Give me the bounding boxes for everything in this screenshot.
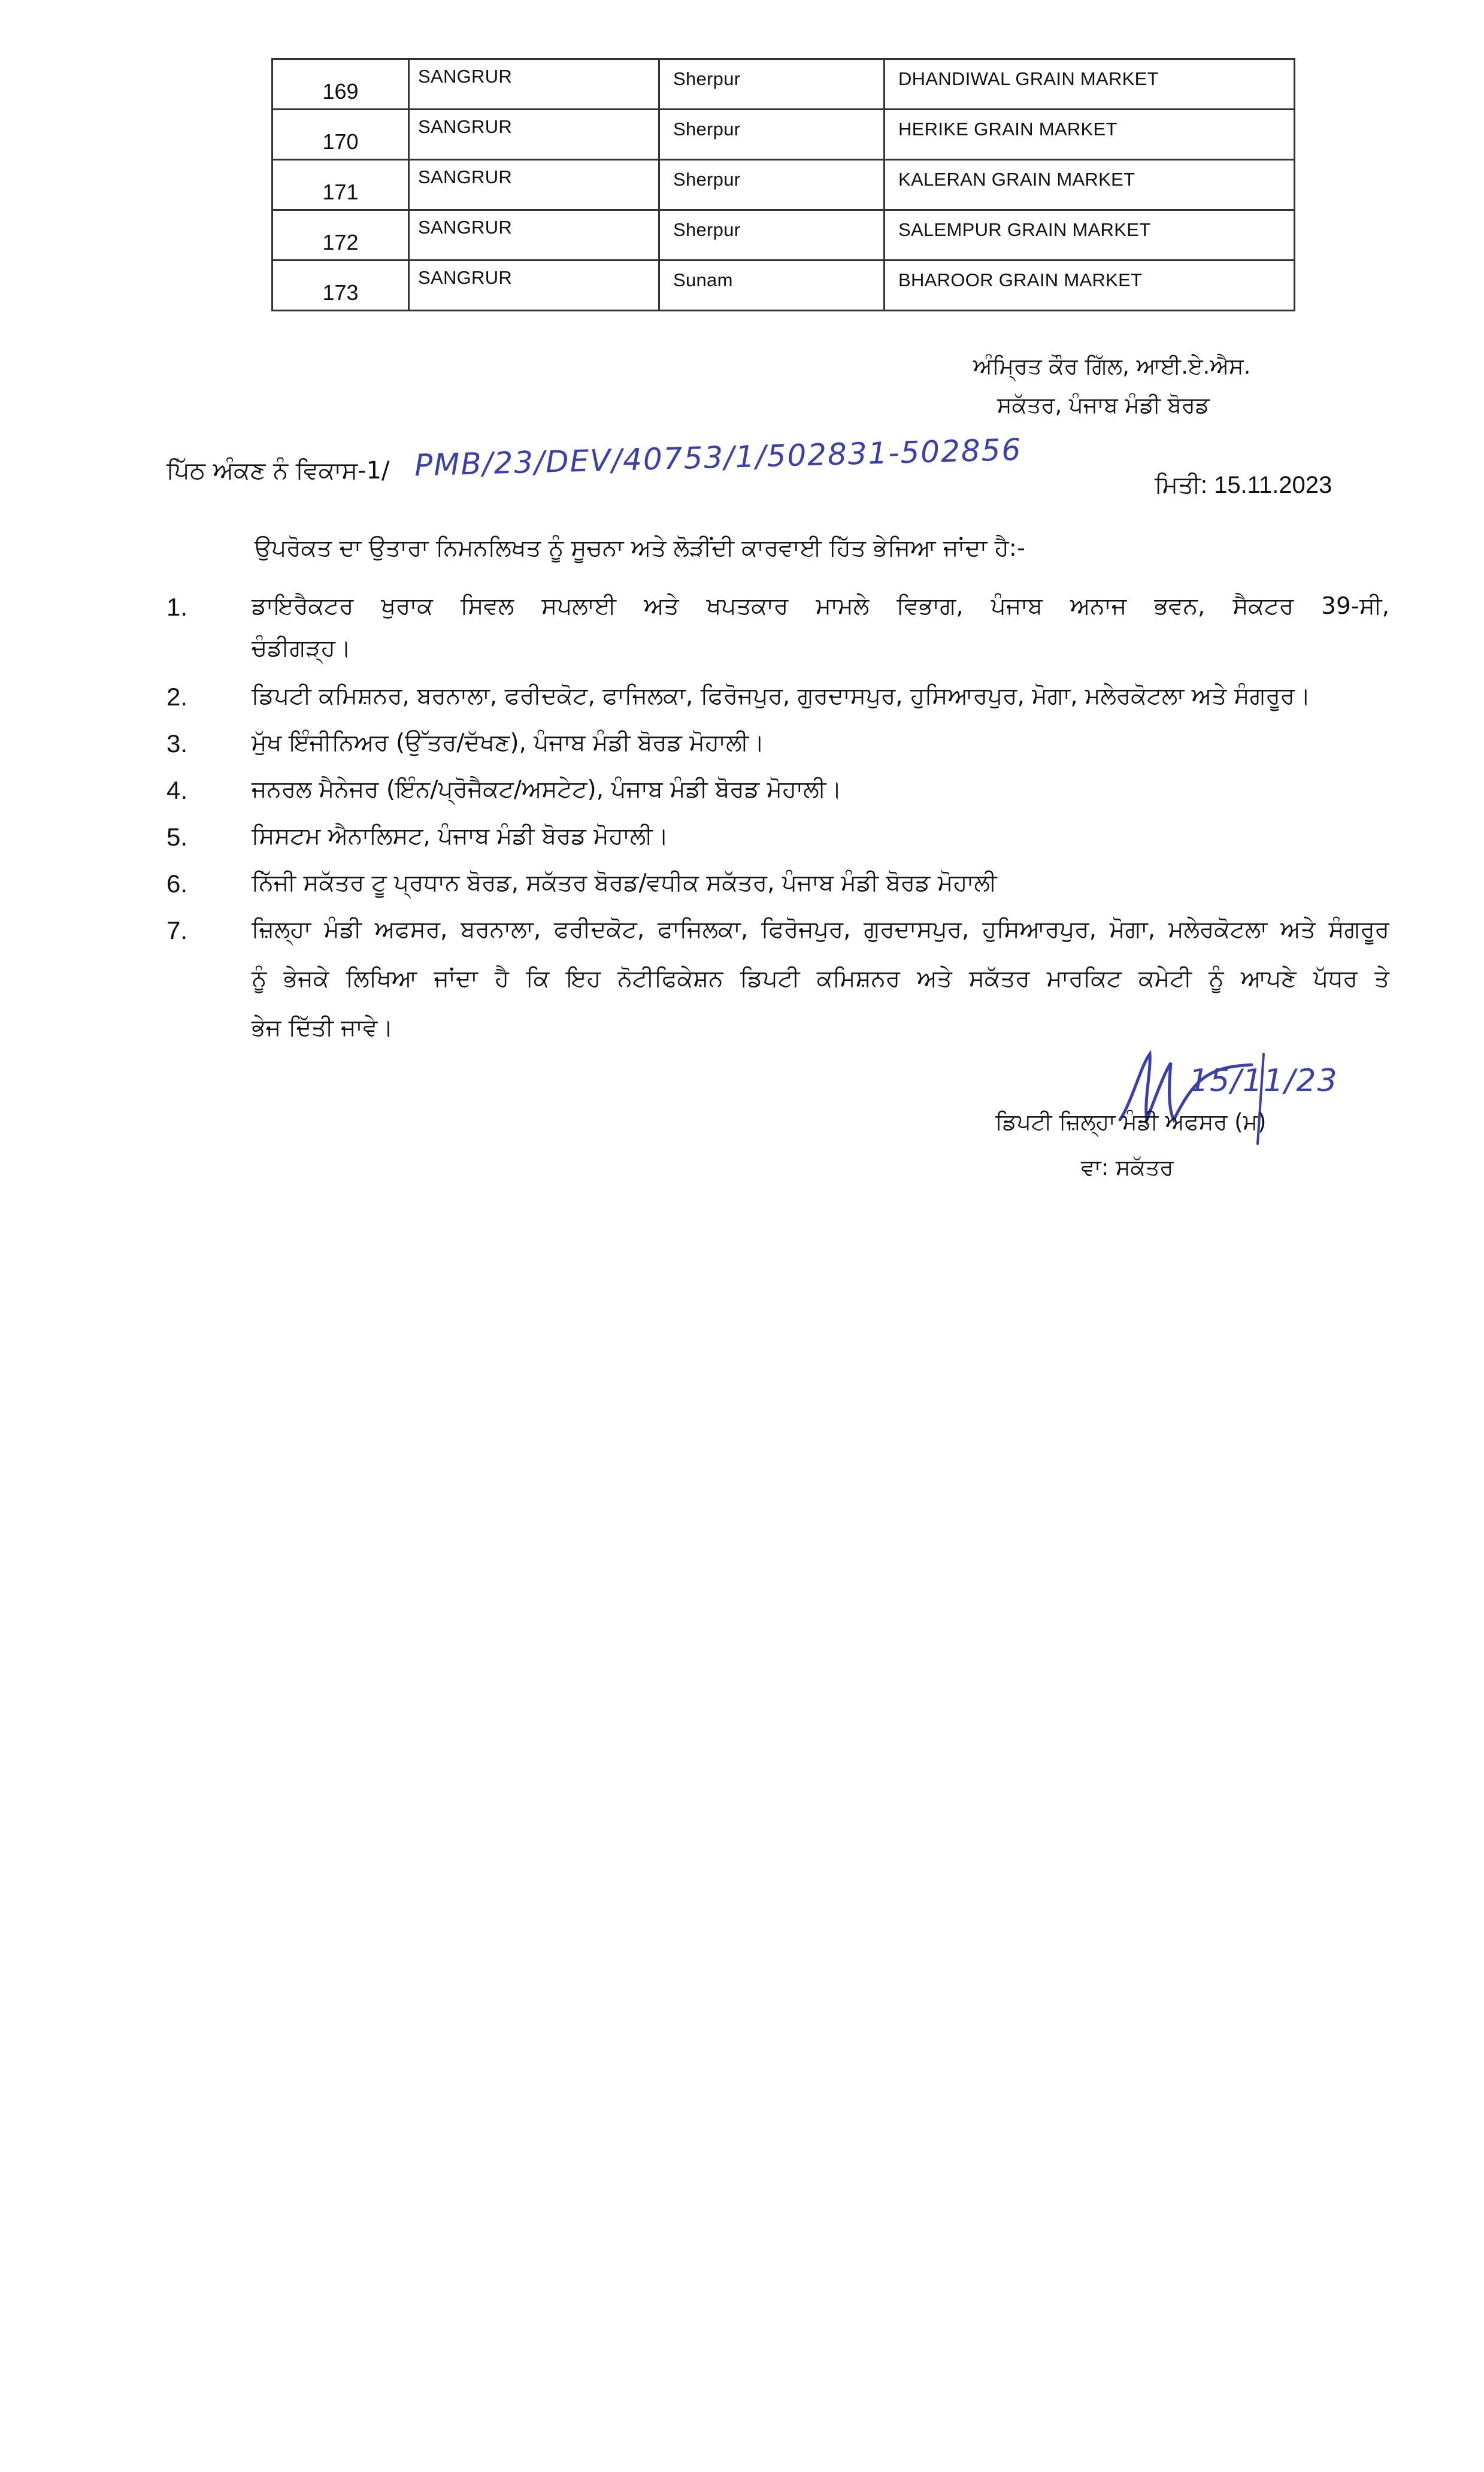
list-item-line: ਸਿਸਟਮ ਐਨਾਲਿਸਟ, ਪੰਜਾਬ ਮੰਡੀ ਬੋਰਡ ਮੋਹਾਲੀ। — [252, 823, 669, 850]
block-cell: Sherpur — [673, 169, 741, 190]
row-number: 172 — [322, 230, 359, 255]
list-item-number: 6. — [166, 870, 188, 898]
block-cell: Sherpur — [673, 119, 741, 140]
list-item-number: 7. — [166, 916, 188, 944]
list-item-line: ਚੰਡੀਗੜ੍ਹ। — [252, 635, 352, 662]
table-row — [272, 260, 1295, 311]
district-cell: SANGRUR — [418, 217, 513, 238]
list-item-number: 4. — [166, 776, 188, 804]
market-cell: SALEMPUR GRAIN MARKET — [898, 219, 1151, 240]
table-row — [272, 110, 1295, 160]
list-item-line: ਡਿਪਟੀ ਕਮਿਸ਼ਨਰ, ਬਰਨਾਲਾ, ਫਰੀਦਕੋਟ, ਫਾਜਿਲਕਾ, ਫਿਰੋਜਪੁਰ, ਗੁਰਦਾਸਪੁਰ, ਹੁਸਿਆਰਪੁਰ, ਮੋਗਾ, ਮਲੇਰਕੋਟਲਾ ਅਤੇ ਸੰਗਰੂਰ। — [252, 683, 1311, 710]
list-item-line: ਮੁੱਖ ਇੰਜੀਨਿਅਰ (ਉੱਤਰ/ਦੱਖਣ), ਪੰਜਾਬ ਮੰਡੀ ਬੋਰਡ ਮੋਹਾਲੀ। — [252, 729, 765, 756]
signatory-name: ਅੰਮ੍ਰਿਤ ਕੌਰ ਗਿੱਲ, ਆਈ.ਏ.ਐਸ. — [973, 353, 1251, 379]
row-number: 169 — [322, 79, 359, 104]
signatory-designation: ਸਕੱਤਰ, ਪੰਜਾਬ ਮੰਡੀ ਬੋਰਡ — [997, 392, 1210, 418]
list-item-line: ਜ਼ਿਲ੍ਹਾ ਮੰਡੀ ਅਫਸਰ, ਬਰਨਾਲਾ, ਫਰੀਦਕੋਟ, ਫਾਜਿਲਕਾ, ਫਿਰੋਜਪੁਰ, ਗੁਰਦਾਸਪੁਰ, ਹੁਸਿਆਰਪੁਰ, ਮੋਗਾ, ਮਲੇਰਕੋਟਲਾ ਅਤੇ ਸੰਗਰੂਰ — [252, 916, 1389, 943]
market-cell: KALERAN GRAIN MARKET — [898, 169, 1135, 190]
district-cell: SANGRUR — [418, 166, 513, 187]
deputy-officer-designation: ਡਿਪਟੀ ਜ਼ਿਲ੍ਹਾ ਮੰਡੀ ਅਫਸਰ (ਮ) — [995, 1109, 1267, 1135]
endorsement-prefix: ਪਿੱਠ ਅੰਕਣ ਨੰ ਵਿਕਾਸ-1/ — [166, 457, 390, 484]
on-behalf-of-secretary: ਵਾ: ਸਕੱਤਰ — [1081, 1155, 1174, 1180]
district-cell: SANGRUR — [418, 267, 513, 288]
intro-text: ਉਪਰੋਕਤ ਦਾ ਉਤਾਰਾ ਨਿਮਨਲਿਖਤ ਨੂੰ ਸੂਚਨਾ ਅਤੇ ਲੋੜੀਂਦੀ ਕਾਰਵਾਈ ਹਿੱਤ ਭੇਜਿਆ ਜਾਂਦਾ ਹੈ:- — [255, 535, 1025, 562]
handwritten-signature-date: 15/11/23 — [1189, 1063, 1338, 1099]
market-cell: BHAROOR GRAIN MARKET — [898, 269, 1143, 290]
list-item-line: ਭੇਜ ਦਿੱਤੀ ਜਾਵੇ। — [252, 1014, 393, 1041]
list-item-number: 3. — [166, 729, 188, 758]
market-cell: DHANDIWAL GRAIN MARKET — [898, 68, 1159, 89]
market-cell: HERIKE GRAIN MARKET — [898, 119, 1117, 140]
grain-market-table — [271, 58, 1295, 311]
handwritten-reference-number: PMB/23/DEV/40753/1/502831-502856 — [414, 432, 1022, 483]
block-cell: Sherpur — [673, 219, 741, 240]
district-cell: SANGRUR — [418, 116, 513, 137]
row-number: 173 — [322, 280, 359, 305]
table-row — [272, 59, 1295, 110]
district-cell: SANGRUR — [418, 66, 513, 87]
row-number: 171 — [322, 180, 359, 204]
block-cell: Sherpur — [673, 68, 741, 89]
row-number: 170 — [322, 129, 359, 154]
list-item-line: ਜਨਰਲ ਮੈਨੇਜਰ (ਇੰਨ/ਪ੍ਰੋਜੈਕਟ/ਅਸਟੇਟ), ਪੰਜਾਬ ਮੰਡੀ ਬੋਰਡ ਮੋਹਾਲੀ। — [252, 776, 842, 803]
list-item-number: 1. — [166, 593, 188, 621]
table-row — [272, 210, 1295, 260]
block-cell: Sunam — [673, 269, 733, 290]
list-item-line: ਡਾਇਰੈਕਟਰ ਖੁਰਾਕ ਸਿਵਲ ਸਪਲਾਈ ਅਤੇ ਖਪਤਕਾਰ ਮਾਮਲੇ ਵਿਭਾਗ, ਪੰਜਾਬ ਅਨਾਜ ਭਵਨ, ਸੈਕਟਰ 39-ਸੀ, — [252, 593, 1389, 620]
list-item-line: ਨੂੰ ਭੇਜਕੇ ਲਿਖਿਆ ਜਾਂਦਾ ਹੈ ਕਿ ਇਹ ਨੋਟੀਫਿਕੇਸ਼ਨ ਡਿਪਟੀ ਕਮਿਸ਼ਨਰ ਅਤੇ ਸਕੱਤਰ ਮਾਰਕਿਟ ਕਮੇਟੀ ਨੂੰ ਆਪਣੇ ਪੱਧਰ ਤੇ — [252, 965, 1389, 992]
table-row — [272, 160, 1295, 210]
endorsement-date: ਮਿਤੀ: 15.11.2023 — [1155, 472, 1332, 498]
list-item-number: 5. — [166, 823, 188, 851]
list-item-number: 2. — [166, 683, 188, 711]
list-item-line: ਨਿੱਜੀ ਸਕੱਤਰ ਟੂ ਪ੍ਰਧਾਨ ਬੋਰਡ, ਸਕੱਤਰ ਬੋਰਡ/ਵਧੀਕ ਸਕੱਤਰ, ਪੰਜਾਬ ਮੰਡੀ ਬੋਰਡ ਮੋਹਾਲੀ — [252, 870, 997, 896]
